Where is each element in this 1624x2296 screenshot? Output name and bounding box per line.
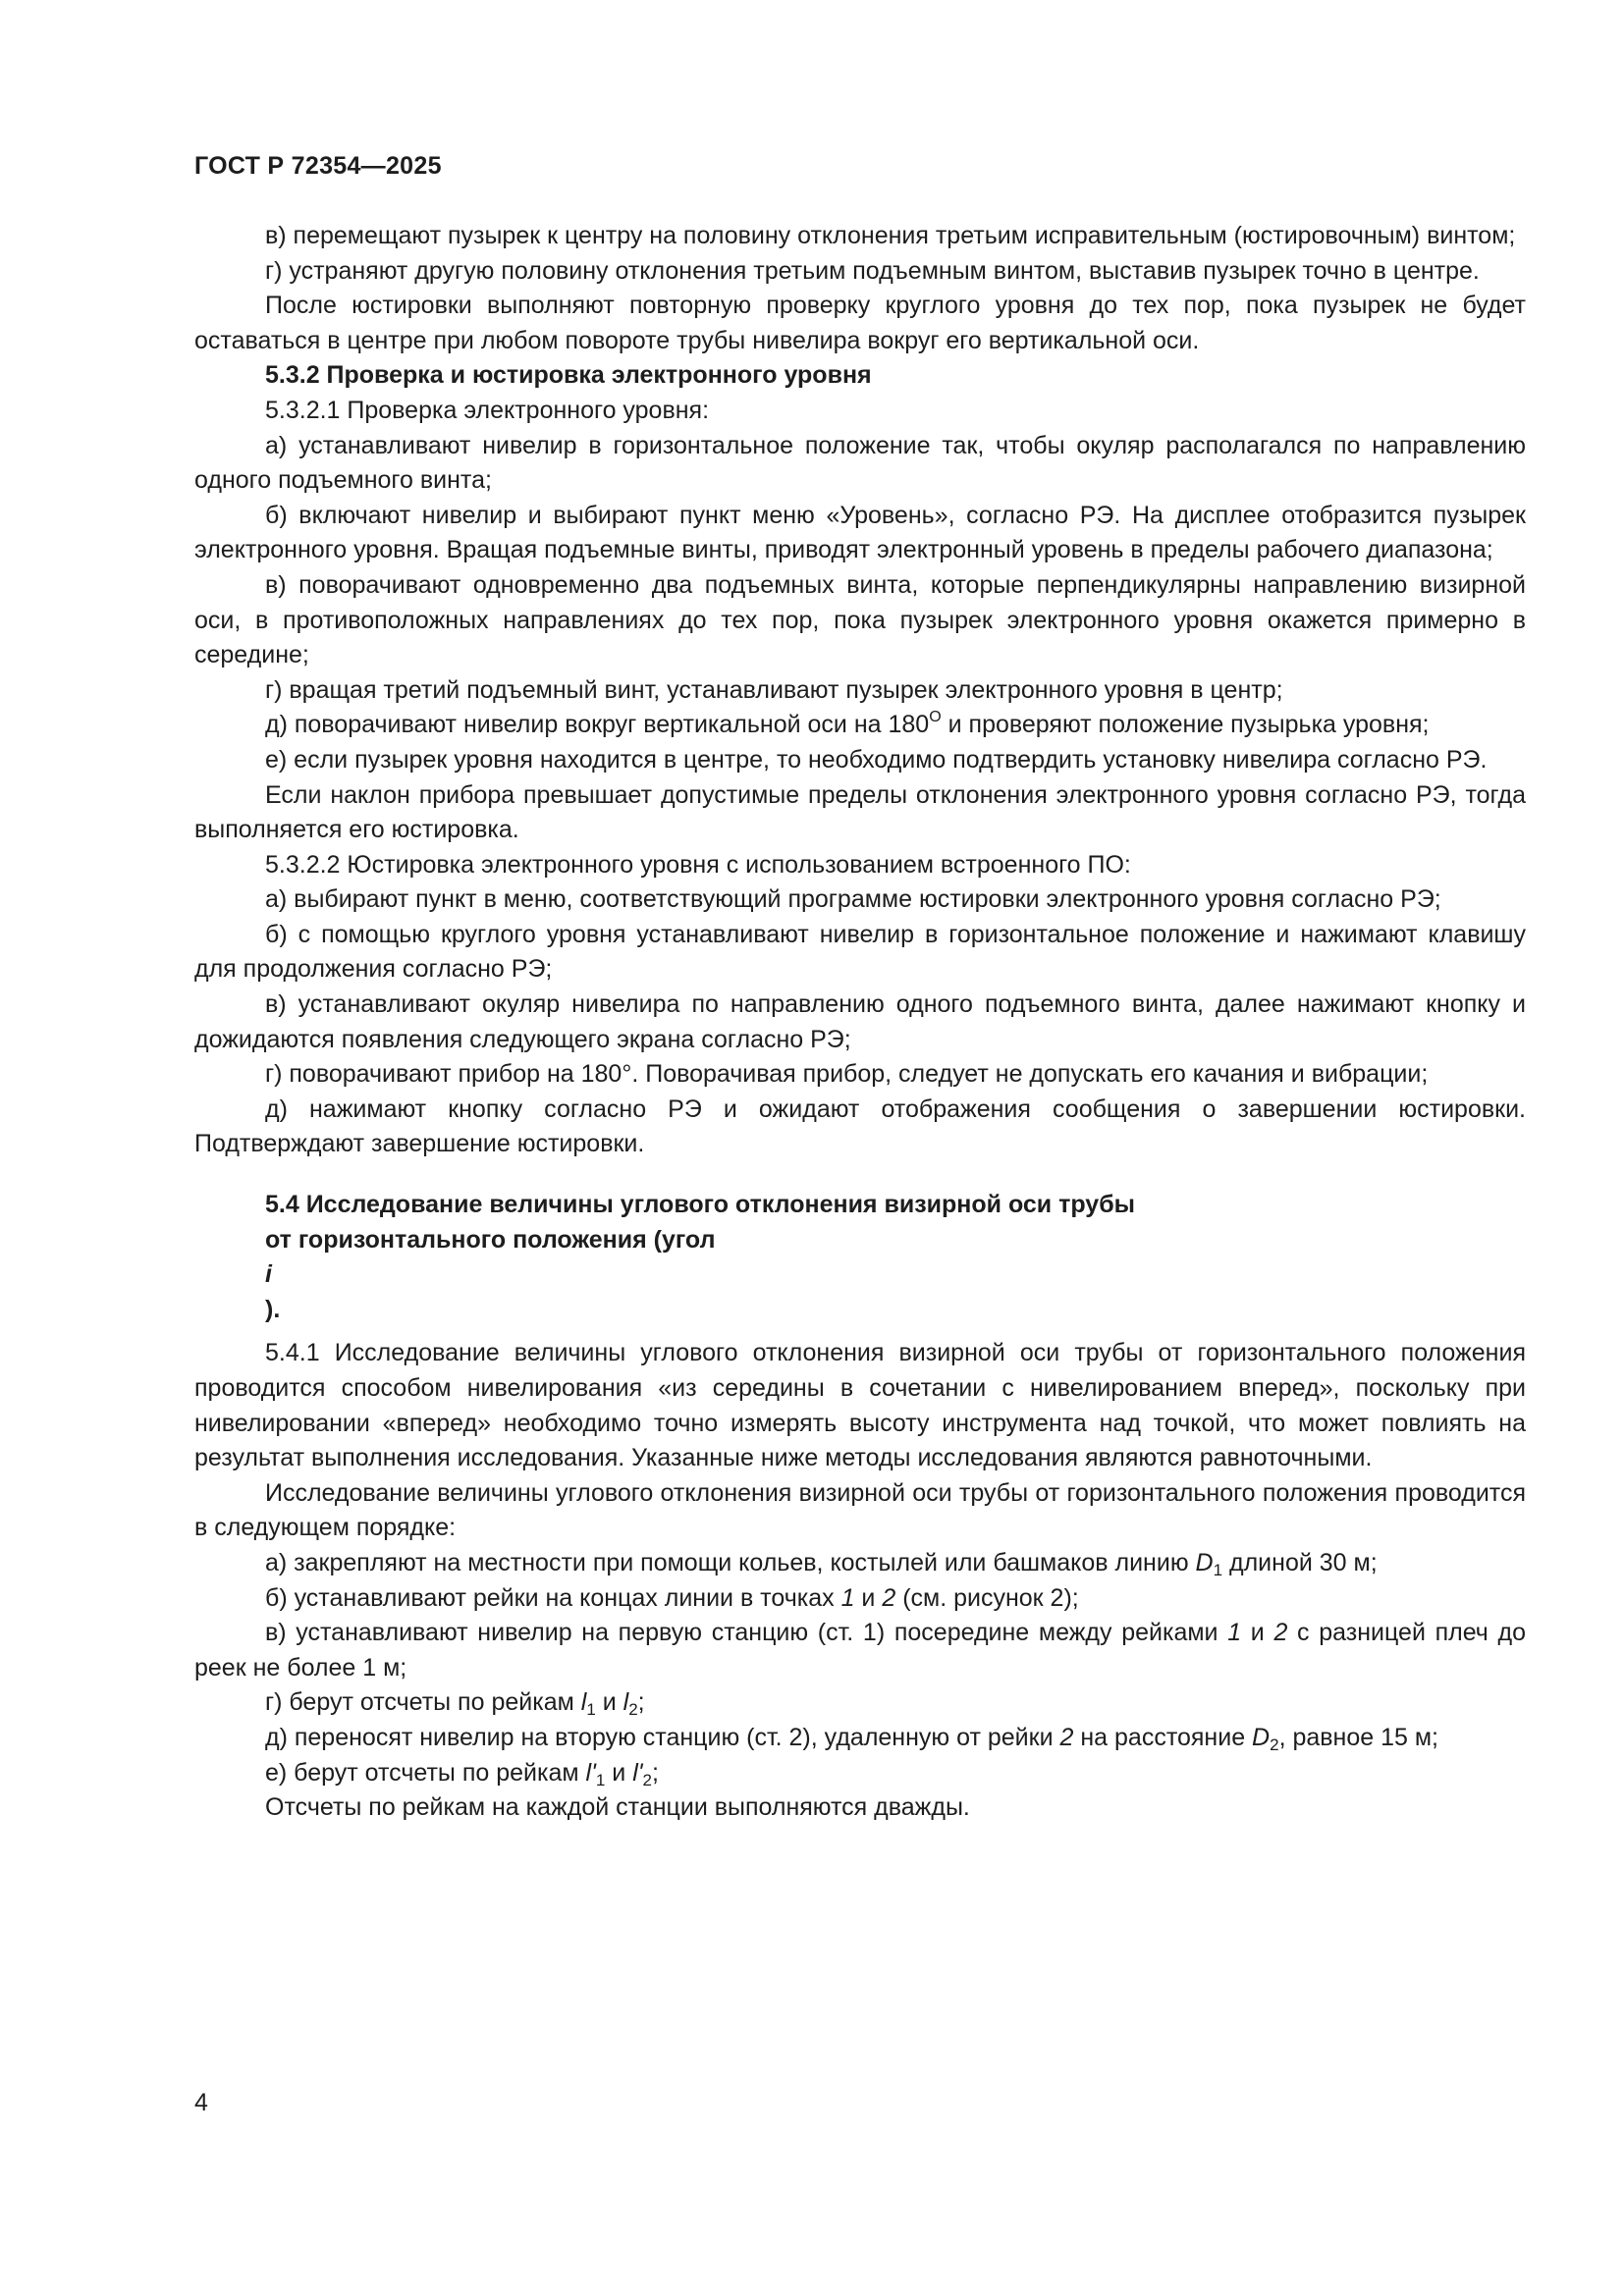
- text-run: д) переносят нивелир на вторую станцию (ст. 2), удаленную от рейки: [265, 1723, 1060, 1751]
- list-item: [194, 1581, 1526, 1617]
- list-item: в) поворачивают одновременно два подъемных винта, которые перпендикулярны направлению визирной оси, в противоположных направлениях до тех пор, пока пузырек электронного уровня окажется примерно в середине;: [194, 570, 1526, 669]
- heading-line: 5.4 Исследование величины углового отклонения визирной оси трубы: [265, 1191, 1135, 1219]
- text-run: и: [605, 1758, 633, 1787]
- list-item: а) выбирают пункт в меню, соответствующий программе юстировки электронного уровня согласно РЭ;: [265, 885, 1441, 914]
- text-run: и: [1241, 1619, 1274, 1647]
- page-number: 4: [194, 2089, 208, 2116]
- italic-var: 2: [1273, 1619, 1288, 1647]
- text-run: длиной 30 м;: [1222, 1548, 1378, 1576]
- list-item: г) вращая третий подъемный винт, устанавливают пузырек электронного уровня в центр;: [265, 675, 1283, 704]
- list-item: а) устанавливают нивелир в горизонтальное положение так, чтобы окуляр располагался по направлению одного подъемного винта;: [194, 431, 1526, 495]
- list-item: [194, 708, 1526, 743]
- section-heading-5-4: [194, 1188, 1526, 1327]
- section-heading-5-3-2: 5.3.2 Проверка и юстировка электронного уровня: [265, 361, 872, 390]
- paragraph: 5.3.2.1 Проверка электронного уровня:: [265, 396, 710, 424]
- list-item: [194, 1616, 1526, 1685]
- subscript: 1: [595, 1770, 606, 1789]
- text-run: ;: [637, 1688, 645, 1717]
- subscript: 2: [1270, 1735, 1279, 1754]
- italic-var: i: [265, 1260, 272, 1289]
- italic-var: 1: [1227, 1619, 1242, 1647]
- text-run: на расстояние: [1073, 1723, 1253, 1751]
- text-run: и: [595, 1688, 623, 1717]
- list-item: [194, 1546, 1526, 1581]
- list-item: [194, 1756, 1526, 1791]
- paragraph: После юстировки выполняют повторную проверку круглого уровня до тех пор, пока пузырек не будет оставаться в центре при любом повороте трубы нивелира вокруг его вертикальной оси.: [194, 292, 1526, 354]
- text-run: , равное 15 м;: [1278, 1723, 1439, 1751]
- italic-var: D: [1195, 1548, 1214, 1576]
- italic-var: 1: [840, 1583, 855, 1612]
- text-run: (см. рисунок 2);: [895, 1583, 1079, 1612]
- subscript: 1: [1213, 1560, 1223, 1579]
- subscript: 2: [642, 1770, 652, 1789]
- subscript: 2: [628, 1700, 638, 1720]
- italic-var: l: [623, 1688, 629, 1717]
- paragraph: Отсчеты по рейкам на каждой станции выполняются дважды.: [265, 1793, 970, 1822]
- text-run: и проверяют положение пузырька уровня;: [941, 711, 1430, 739]
- paragraph: Если наклон прибора превышает допустимые пределы отклонения электронного уровня согласно РЭ, тогда выполняется его юстировка.: [194, 780, 1526, 844]
- text-run: с разницей плеч до реек не более 1 м;: [194, 1619, 1527, 1682]
- paragraph: в) перемещают пузырек к центру на половину отклонения третьим исправительным (юстировочным) винтом;: [265, 222, 1516, 249]
- text-run: е) берут отсчеты по рейкам: [265, 1758, 586, 1787]
- list-item: в) устанавливают окуляр нивелира по направлению одного подъемного винта, далее нажимают кнопку и дожидаются появления следующего экрана согласно РЭ;: [194, 990, 1526, 1053]
- italic-var: l': [632, 1758, 643, 1787]
- paragraph: Исследование величины углового отклонения визирной оси трубы от горизонтального положения проводится в следующем порядке:: [194, 1478, 1526, 1542]
- paragraph: 5.4.1 Исследование величины углового отклонения визирной оси трубы от горизонтального положения проводится способом нивелирования «из середины в сочетании с нивелированием вперед», поскольку при нивелировании «вперед» необходимо точно измерять высоту инструмента над точкой, что может повлиять на результат выполнения исследования. Указанные ниже методы исследования являются равноточными.: [194, 1339, 1526, 1472]
- paragraph: 5.3.2.2 Юстировка электронного уровня с использованием встроенного ПО:: [265, 850, 1131, 879]
- text-run: ).: [265, 1295, 281, 1323]
- document-body: [194, 219, 1526, 1826]
- list-item: д) нажимают кнопку согласно РЭ и ожидают отображения сообщения о завершении юстировки. Подтверждают завершение юстировки.: [194, 1095, 1526, 1158]
- document-page: [194, 0, 1526, 2296]
- text-run: д) поворачивают нивелир вокруг вертикальной оси на 180: [265, 711, 930, 739]
- text-run: и: [854, 1583, 883, 1612]
- italic-var: l': [585, 1758, 596, 1787]
- list-item: б) с помощью круглого уровня устанавливают нивелир в горизонтальное положение и нажимают клавишу для продолжения согласно РЭ;: [194, 920, 1526, 984]
- paragraph: г) устраняют другую половину отклонения третьим подъемным винтом, выставив пузырек точно в центре.: [265, 256, 1480, 285]
- list-item: б) включают нивелир и выбирают пункт меню «Уровень», согласно РЭ. На дисплее отобразится пузырек электронного уровня. Вращая подъемные винты, приводят электронный уровень в пределы рабочего диапазона;: [194, 501, 1526, 564]
- italic-var: 2: [1059, 1723, 1074, 1751]
- subscript: 1: [586, 1700, 596, 1720]
- list-item: г) поворачивают прибор на 180°. Поворачивая прибор, следует не допускать его качания и вибрации;: [265, 1060, 1429, 1089]
- italic-var: 2: [882, 1583, 896, 1612]
- list-item: [194, 1721, 1526, 1756]
- heading-line: [265, 1223, 1526, 1328]
- degree-mark: О: [929, 709, 942, 726]
- text-run: б) устанавливают рейки на концах линии в точках: [265, 1583, 841, 1612]
- text-run: ;: [651, 1758, 659, 1787]
- text-run: а) закрепляют на местности при помощи кольев, костылей или башмаков линию: [265, 1548, 1196, 1576]
- document-header: ГОСТ Р 72354—2025: [194, 152, 442, 180]
- text-run: в) устанавливают нивелир на первую станцию (ст. 1) посередине между рейками: [265, 1619, 1228, 1647]
- list-item: [194, 1685, 1526, 1721]
- text-run: от горизонтального положения (угол: [265, 1225, 716, 1254]
- text-run: г) берут отсчеты по рейкам: [265, 1688, 581, 1717]
- italic-var: l: [580, 1688, 587, 1717]
- list-item: е) если пузырек уровня находится в центре, то необходимо подтвердить установку нивелира согласно РЭ.: [265, 745, 1488, 774]
- italic-var: D: [1252, 1723, 1271, 1751]
